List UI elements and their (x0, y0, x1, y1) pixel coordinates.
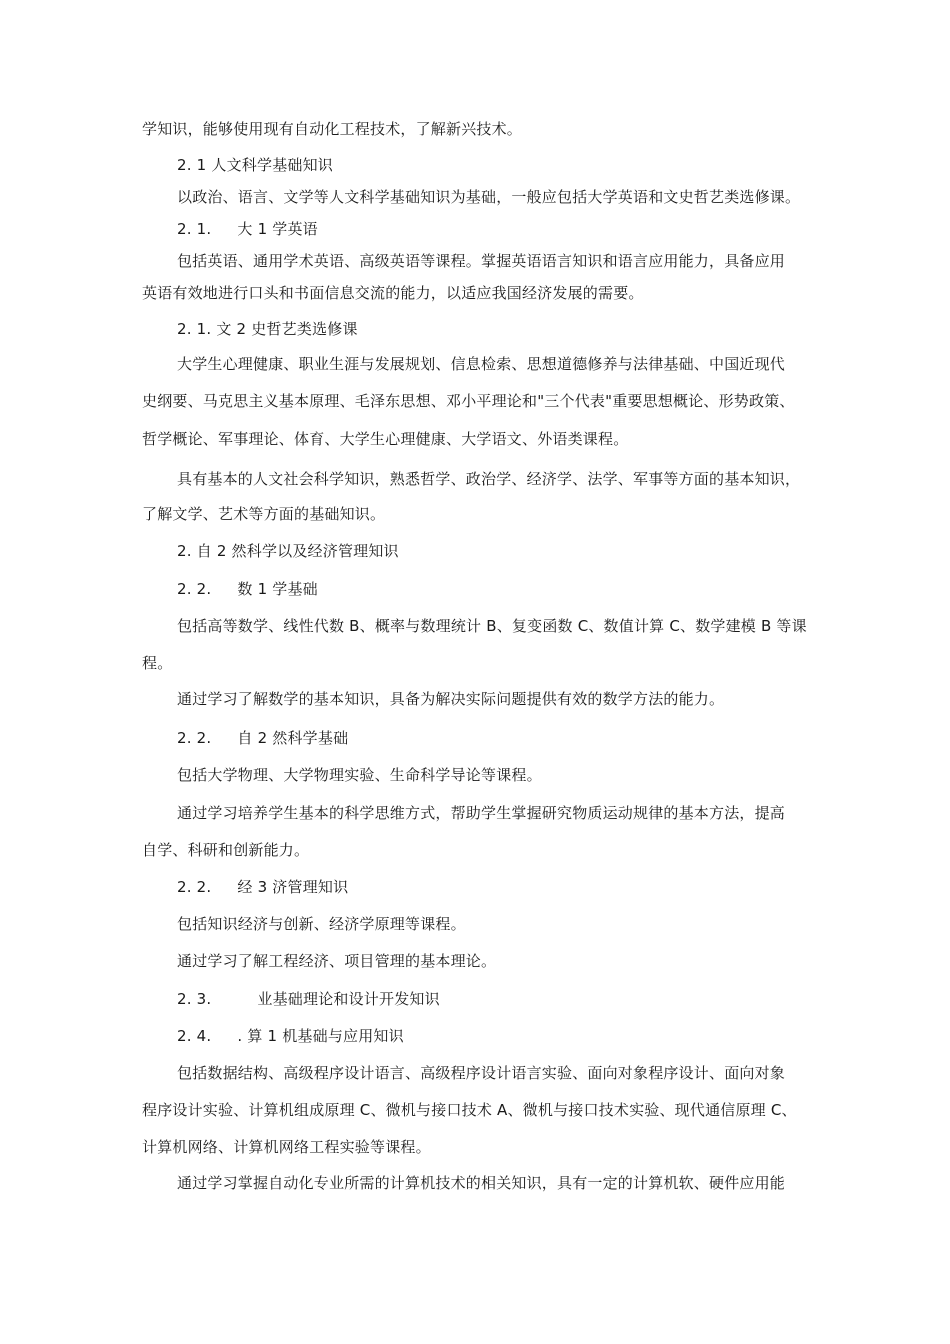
paragraph-line: 史纲要、马克思主义基本原理、毛泽东思想、邓小平理论和"三个代表"重要思想概论、形势政策、 (142, 392, 795, 410)
heading-title: 自 2 然科学基础 (237, 729, 349, 747)
heading-number: 2. 2. (177, 729, 212, 747)
heading-title: 大 1 学英语 (237, 220, 318, 238)
paragraph-line: 自学、科研和创新能力。 (142, 841, 310, 859)
heading-number: 2. 1. (177, 220, 212, 238)
paragraph-line: 程序设计实验、计算机组成原理 C、微机与接口技术 A、微机与接口技术实验、现代通信原理 C、 (142, 1101, 797, 1119)
paragraph-line: 具有基本的人文社会科学知识，熟悉哲学、政治学、经济学、法学、军事等方面的基本知识， (177, 470, 801, 488)
section-heading: 2. 1 人文科学基础知识 (177, 156, 333, 174)
heading-title: 业基础理论和设计开发知识 (257, 990, 440, 1008)
paragraph-line: 通过学习掌握自动化专业所需的计算机技术的相关知识，具有一定的计算机软、硬件应用能 (177, 1174, 786, 1192)
heading-number: 2. 3. (177, 990, 212, 1008)
paragraph-line: 通过学习培养学生基本的科学思维方式，帮助学生掌握研究物质运动规律的基本方法，提高 (177, 804, 786, 822)
subsection-heading (177, 579, 318, 599)
paragraph-line: 包括数据结构、高级程序设计语言、高级程序设计语言实验、面向对象程序设计、面向对象 (177, 1064, 786, 1082)
subsection-heading (177, 728, 348, 748)
subsection-heading: 2. 1. 文 2 史哲艺类选修课 (177, 320, 358, 338)
paragraph-line: 以政治、语言、文学等人文科学基础知识为基础，一般应包括大学英语和文史哲艺类选修课。 (177, 188, 801, 206)
heading-number: 2. 2. (177, 580, 212, 598)
subsection-heading (177, 877, 348, 897)
paragraph-line: 程。 (142, 654, 173, 672)
paragraph-line: 包括知识经济与创新、经济学原理等课程。 (177, 915, 466, 933)
paragraph-line: 通过学习了解数学的基本知识，具备为解决实际问题提供有效的数学方法的能力。 (177, 690, 725, 708)
paragraph-line: 学知识，能够使用现有自动化工程技术，了解新兴技术。 (142, 120, 523, 138)
heading-title: 经 3 济管理知识 (237, 878, 349, 896)
paragraph-line: 包括英语、通用学术英语、高级英语等课程。掌握英语语言知识和语言应用能力，具备应用 (177, 252, 786, 270)
heading-number: 2. 4. (177, 1027, 212, 1045)
heading-title: . 算 1 机基础与应用知识 (237, 1027, 404, 1045)
subsection-heading (177, 219, 318, 239)
paragraph-line: 包括高等数学、线性代数 B、概率与数理统计 B、复变函数 C、数值计算 C、数学建模 B 等课 (177, 617, 807, 635)
heading-title: 数 1 学基础 (237, 580, 318, 598)
heading-number: 2. 2. (177, 878, 212, 896)
paragraph-line: 大学生心理健康、职业生涯与发展规划、信息检索、思想道德修养与法律基础、中国近现代 (177, 355, 786, 373)
paragraph-line: 包括大学物理、大学物理实验、生命科学导论等课程。 (177, 766, 542, 784)
paragraph-line: 哲学概论、军事理论、体育、大学生心理健康、大学语文、外语类课程。 (142, 430, 629, 448)
paragraph-line: 通过学习了解工程经济、项目管理的基本理论。 (177, 952, 497, 970)
section-heading (177, 989, 440, 1009)
subsection-heading (177, 1026, 404, 1046)
paragraph-line: 英语有效地进行口头和书面信息交流的能力，以适应我国经济发展的需要。 (142, 284, 644, 302)
paragraph-line: 了解文学、艺术等方面的基础知识。 (142, 505, 386, 523)
section-heading: 2. 自 2 然科学以及经济管理知识 (177, 542, 399, 560)
paragraph-line: 计算机网络、计算机网络工程实验等课程。 (142, 1138, 431, 1156)
